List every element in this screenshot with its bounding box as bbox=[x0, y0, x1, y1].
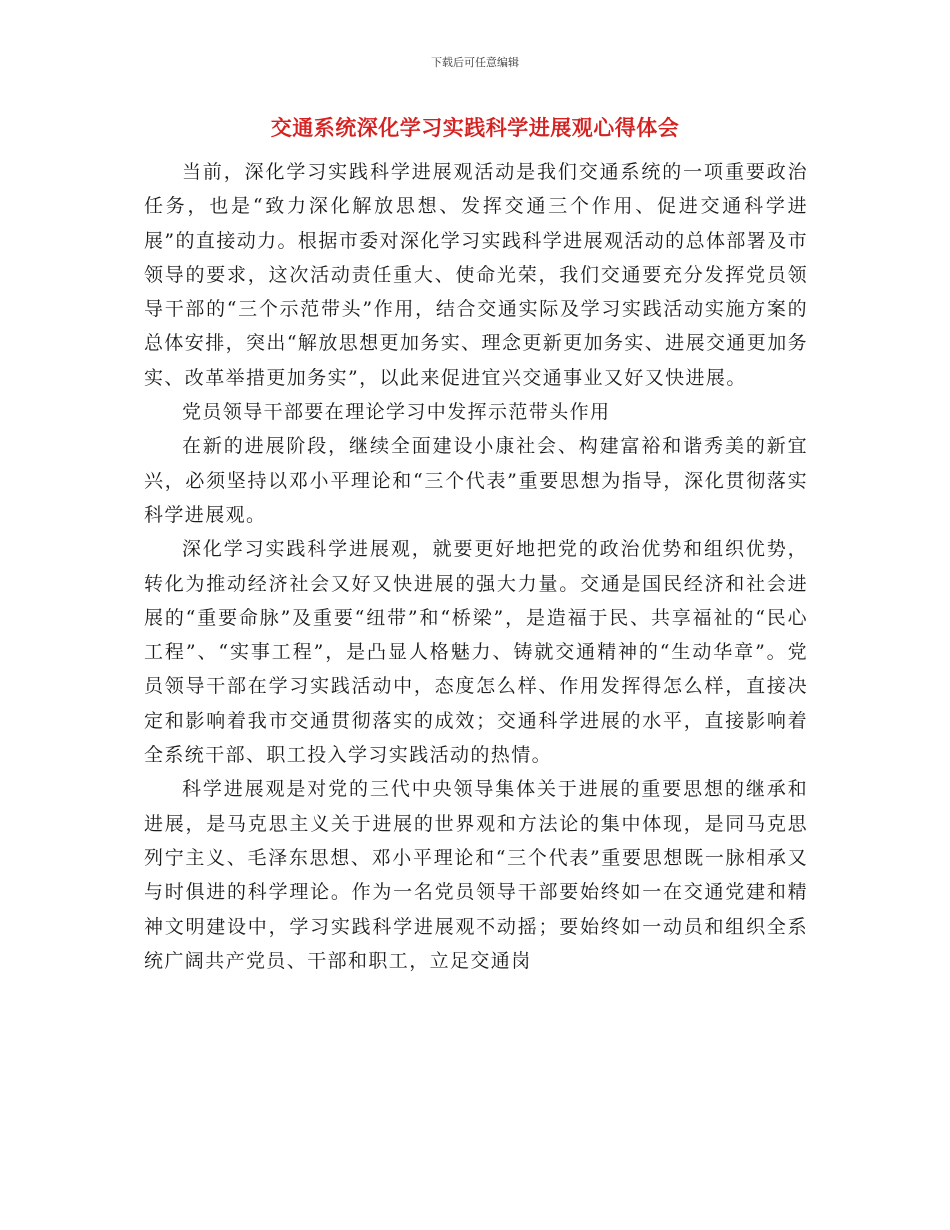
document-title: 交通系统深化学习实践科学进展观心得体会 bbox=[270, 116, 680, 140]
section-heading: 党员领导干部要在理论学习中发挥示范带头作用 bbox=[182, 401, 611, 424]
paragraph-intro: 当前，深化学习实践科学进展观活动是我们交通系统的一项重要政治任务，也是“致力深化解放思想、发挥交通三个作用、促进交通科学进展”的直接动力。根据市委对深化学习实践科学进展观活动的总体部署及市领导的要求，这次活动责任重大、使命光荣，我们交通要充分发挥党员领导干部的“三个示范带头”作用，结合交通实际及学习实践活动实施方案的总体安排，突出“解放思想更加务实、理念更新更加务实、进展交通更加务实、改革举措更加务实”，以此来促进宜兴交通事业又好又快进展。 bbox=[144, 161, 808, 389]
paragraph-new-stage: 在新的进展阶段，继续全面建设小康社会、构建富裕和谐秀美的新宜兴，必须坚持以邓小平理论和“三个代表”重要思想为指导，深化贯彻落实科学进展观。 bbox=[144, 435, 808, 526]
paragraph-transport-role: 深化学习实践科学进展观，就要更好地把党的政治优势和组织优势，转化为推动经济社会又好又快进展的强大力量。交通是国民经济和社会进展的“重要命脉”及重要“纽带”和“桥梁”，是造福于民、共享福祉的“民心工程”、“实事工程”，是凸显人格魅力、铸就交通精神的“生动华章”。党员领导干部在学习实践活动中，态度怎么样、作用发挥得怎么样，直接决定和影响着我市交通贯彻落实的成效；交通科学进展的水平，直接影响着全系统干部、职工投入学习实践活动的热情。 bbox=[144, 538, 808, 767]
page-header-note: 下载后可任意编辑 bbox=[431, 56, 519, 69]
paragraph-scientific-outlook: 科学进展观是对党的三代中央领导集体关于进展的重要思想的继承和进展，是马克思主义关于进展的世界观和方法论的集中体现，是同马克思列宁主义、毛泽东思想、邓小平理论和“三个代表”重要思想既一脉相承又与时俱进的科学理论。作为一名党员领导干部要始终如一在交通党建和精神文明建设中，学习实践科学进展观不动摇；要始终如一动员和组织全系统广阔共产党员、干部和职工，立足交通岗 bbox=[144, 778, 808, 972]
document-body bbox=[144, 155, 808, 978]
